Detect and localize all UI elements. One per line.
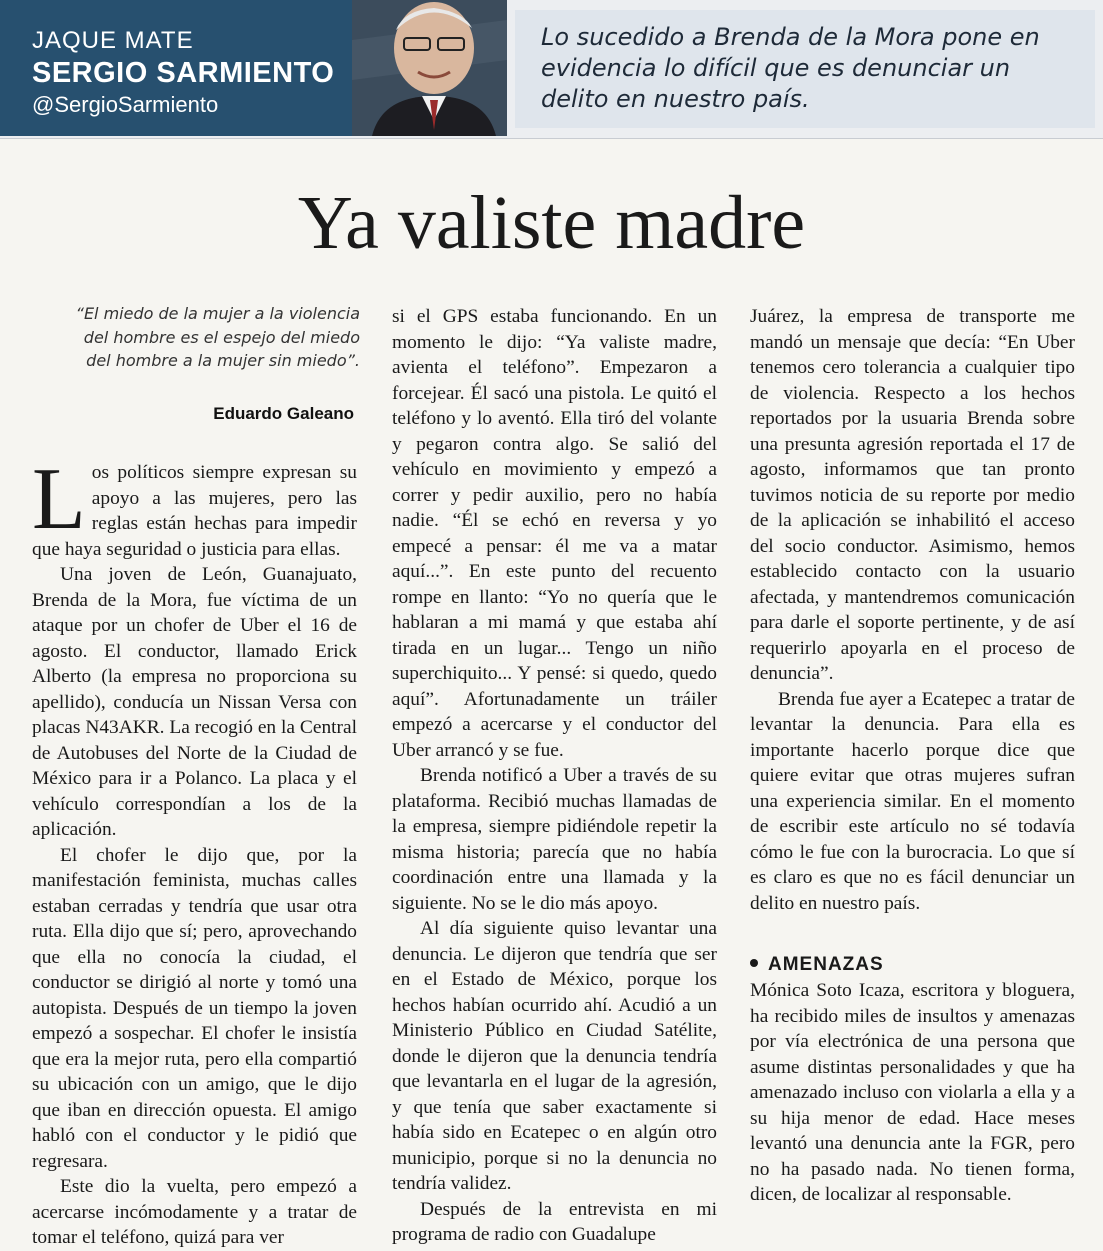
- deck-box: [515, 10, 1095, 128]
- article-deck: Lo sucedido a Brenda de la Mora pone en evidencia lo difícil que es denunciar un delito en nuestro país.: [541, 23, 1040, 113]
- paragraph: Juárez, la empresa de transporte me mandó un mensaje que decía: “En Uber tenemos cero tolerancia a cualquier tipo de violencia. Respecto a los hechos reportados por la usuaria Brenda sobre una presunta agresión reportada el 17 de agosto, informamos que tan pronto tuvimos noticia de su reporte por medio de la aplicación se inhabilitó el acceso del socio conductor. Asimismo, hemos establecido contacto con la usuario afectada, y mantendremos comunicación para darle el soporte pertinente, y de así requerirlo apoyarla en el proceso de denuncia”.: [750, 306, 1075, 684]
- author-portrait-icon: [352, 0, 507, 136]
- twitter-handle[interactable]: @SergioSarmiento: [32, 92, 219, 117]
- epigraph-author: Eduardo Galeano: [213, 404, 354, 423]
- paragraph: [32, 451, 357, 562]
- drop-cap: L: [32, 451, 86, 548]
- article-column-3: [750, 304, 1075, 1208]
- paragraph: El chofer le dijo que, por la manifestación feminista, muchas calles estaban cerradas y tendría que usar otra ruta. Ella dijo que sí; pero, aprovechando que ella no conocía la ciudad, el conductor se dirigió al norte y tomó una autopista. Después de un tiempo la joven empezó a sospechar. El chofer le insistía que era la mejor ruta, pero ella compartió su ubicación con un amigo, que le dijo que iban en dirección opuesta. El amigo habló con el conductor y le pidió que regresara.: [32, 844, 357, 1172]
- article-column-2: [392, 304, 717, 1248]
- columnist-info: [32, 26, 334, 120]
- column-header: [0, 0, 1103, 139]
- paragraph: Este dio la vuelta, pero empezó a acercarse incómodamente y a tratar de tomar el teléfono, quizá para ver: [32, 1176, 357, 1248]
- author-photo: [352, 0, 507, 136]
- author-name: SERGIO SARMIENTO: [32, 57, 335, 89]
- paragraph: Al día siguiente quiso levantar una denuncia. Le dijeron que tendría que ser en el Estado de México, porque los hechos habían ocurrido ahí. Acudió a un Ministerio Público en Ciudad Satélite, donde le dijeron que la denuncia tendría que levantarla en el lugar de la agresión, y que tenía que saber exactamente si había sido en Ecatepec o en algún otro municipio, porque si no la denuncia no tendría validez.: [392, 918, 717, 1194]
- columnist-banner: [0, 0, 507, 136]
- bullet-icon: [750, 959, 758, 967]
- paragraph: Una joven de León, Guanajuato, Brenda de la Mora, fue víctima de un ataque por un chofer de Uber el 16 de agosto. El conductor, llamado Erick Alberto (la empresa no proporciona su apellido), conducía un Nissan Versa con placas N43AKR. La recogió en la Central de Autobuses del Norte de la Ciudad de México para ir a Polanco. La placa y el vehículo correspondían a los de la aplicación.: [32, 564, 357, 840]
- paragraph: Mónica Soto Icaza, escritora y bloguera, ha recibido miles de insultos y amenazas por vía electrónica de una persona que asume distintas personalidades y que ha amenazado incluso con violarla a ella y a su hija menor de edad. Hace meses levantó una denuncia ante la FGR, pero no ha pasado nada. No tienen forma, dicen, de localizar al responsable.: [750, 980, 1075, 1205]
- paragraph: Brenda fue ayer a Ecatepec a tratar de levantar la denuncia. Para ella es importante hacerlo porque dice que quiere evitar que otras mujeres sufran una experiencia similar. En el momento de escribir este artículo no sé todavía cómo le fue con la burocracia. Lo que sí es claro es que no es fácil denunciar un delito en nuestro país.: [750, 688, 1075, 914]
- subhead-text: AMENAZAS: [768, 954, 884, 975]
- paragraph: si el GPS estaba funcionando. En un momento le dijo: “Ya valiste madre, avienta el teléfono”. Empezaron a forcejear. Él sacó una pistola. Le quitó el teléfono y lo aventó. Ella tiró del volante y pegaron contra algo. Se salió del vehículo en movimiento y empezó a correr y pedir auxilio, pero no había nadie. “Él se echó en reversa y yo empecé a pensar: él me va a matar aquí...”. En este punto del recuento rompe en llanto: “Yo no quería que le hablaran a mi mamá y que estaba ahí tirada en un lugar... Tengo un niño superchiquito... Y pensé: si quedo, quedo aquí”. Afortunadamente un tráiler empezó a acercarse y el conductor del Uber arrancó y se fue.: [392, 306, 717, 761]
- section-subhead: [750, 952, 1075, 978]
- paragraph: Después de la entrevista en mi programa de radio con Guadalupe: [392, 1198, 717, 1245]
- paragraph-text: os políticos siempre expresan su apoyo a las mujeres, pero las reglas están hechas para impedir que haya seguridad o justicia para ellas.: [32, 462, 357, 560]
- epigraph-quote: “El miedo de la mujer a la violencia del hombre es el espejo del miedo del hombre a la mujer sin miedo”.: [75, 304, 360, 370]
- column-name: JAQUE MATE: [32, 27, 194, 54]
- article-column-1: [32, 451, 357, 1251]
- headline: Ya valiste madre: [297, 181, 806, 265]
- paragraph: Brenda notificó a Uber a través de su plataforma. Recibió muchas llamadas de la empresa, siempre pidiéndole repetir la misma historia; parecía que no había coordinación entre una llamada y la siguiente. No se le dio más apoyo.: [392, 765, 717, 914]
